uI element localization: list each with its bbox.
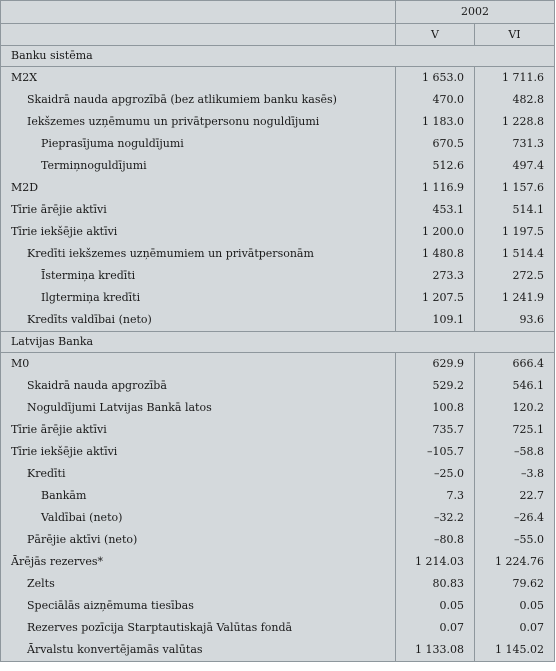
value-vi: 1 157.6 [475, 177, 555, 199]
table-row [1, 617, 555, 639]
table-row [1, 573, 555, 595]
value-vi: 1 241.9 [475, 287, 555, 309]
year-header: 2002 [396, 1, 555, 24]
value-v: 0.07 [396, 617, 475, 639]
header-corner-lower [1, 24, 396, 46]
value-vi: 725.1 [475, 419, 555, 441]
row-label: M0 [11, 357, 30, 370]
table-row [1, 507, 555, 529]
row-label: Tīrie ārējie aktīvi [11, 423, 107, 436]
row-label: Īstermiņa kredīti [41, 269, 136, 282]
value-v: 1 133.08 [396, 639, 475, 662]
value-vi: 1 514.4 [475, 243, 555, 265]
value-vi: 1 228.8 [475, 111, 555, 133]
value-v: –32.2 [396, 507, 475, 529]
row-label: Kredīti [27, 467, 66, 480]
table-row [1, 309, 555, 332]
row-label: Noguldījumi Latvijas Bankā latos [27, 401, 212, 414]
value-vi: –58.8 [475, 441, 555, 463]
value-v: 470.0 [396, 89, 475, 111]
table-row [1, 419, 555, 441]
value-v: 1 200.0 [396, 221, 475, 243]
value-v: 109.1 [396, 309, 475, 332]
value-vi: 482.8 [475, 89, 555, 111]
row-label: Ārējās rezerves* [11, 555, 104, 568]
row-label: Skaidrā nauda apgrozībā (bez atlikumiem banku kasēs) [27, 93, 337, 106]
row-label: M2X [11, 71, 38, 84]
value-vi: 79.62 [475, 573, 555, 595]
value-vi: 497.4 [475, 155, 555, 177]
section-title: Latvijas Banka [1, 332, 555, 353]
value-vi: 666.4 [475, 353, 555, 376]
section-title: Banku sistēma [1, 46, 555, 67]
row-label: Pieprasījuma noguldījumi [41, 137, 184, 150]
section-header-row [1, 332, 555, 353]
value-v: 1 116.9 [396, 177, 475, 199]
value-vi: 0.05 [475, 595, 555, 617]
table-row [1, 375, 555, 397]
value-vi: 1 197.5 [475, 221, 555, 243]
table-body [1, 46, 555, 662]
table-row [1, 463, 555, 485]
table-row [1, 89, 555, 111]
value-v: 512.6 [396, 155, 475, 177]
row-label: Kredīti iekšzemes uzņēmumiem un privātpersonām [27, 247, 314, 260]
section-header-row [1, 46, 555, 67]
row-label: Ārvalstu konvertējamās valūtas [27, 643, 203, 656]
value-vi: 1 711.6 [475, 67, 555, 90]
value-v: 670.5 [396, 133, 475, 155]
row-label: M2D [11, 181, 39, 194]
table-row [1, 177, 555, 199]
row-label: Kredīts valdībai (neto) [27, 313, 152, 326]
header-corner [1, 1, 396, 24]
table-row [1, 221, 555, 243]
value-vi: 1 145.02 [475, 639, 555, 662]
value-vi: –26.4 [475, 507, 555, 529]
value-v: 735.7 [396, 419, 475, 441]
value-vi: 272.5 [475, 265, 555, 287]
row-label: Skaidrā nauda apgrozībā [27, 379, 167, 392]
value-v: –80.8 [396, 529, 475, 551]
row-label: Termiņnoguldījumi [41, 159, 147, 172]
row-label: Iekšzemes uzņēmumu un privātpersonu noguldījumi [27, 115, 320, 128]
table-row [1, 639, 555, 662]
value-v: –25.0 [396, 463, 475, 485]
row-label: Speciālās aizņēmuma tiesības [27, 599, 194, 612]
row-label: Tīrie iekšējie aktīvi [11, 445, 118, 458]
value-v: 529.2 [396, 375, 475, 397]
table-row [1, 353, 555, 376]
value-vi: –55.0 [475, 529, 555, 551]
table-row [1, 133, 555, 155]
table-row [1, 243, 555, 265]
table-row [1, 529, 555, 551]
row-label: Pārējie aktīvi (neto) [27, 533, 138, 546]
value-v: 1 653.0 [396, 67, 475, 90]
row-label: Tīrie iekšējie aktīvi [11, 225, 118, 238]
month-header-vi: VI [475, 24, 555, 46]
value-v: –105.7 [396, 441, 475, 463]
value-vi: 120.2 [475, 397, 555, 419]
value-vi: –3.8 [475, 463, 555, 485]
table-row [1, 485, 555, 507]
value-v: 1 480.8 [396, 243, 475, 265]
row-label: Ilgtermiņa kredīti [41, 291, 141, 304]
value-vi: 22.7 [475, 485, 555, 507]
row-label: Rezerves pozīcija Starptautiskajā Valūtas fondā [27, 621, 293, 634]
table-row [1, 595, 555, 617]
table-row [1, 155, 555, 177]
value-v: 0.05 [396, 595, 475, 617]
value-v: 273.3 [396, 265, 475, 287]
value-v: 453.1 [396, 199, 475, 221]
table-row [1, 551, 555, 573]
value-vi: 731.3 [475, 133, 555, 155]
value-vi: 93.6 [475, 309, 555, 332]
value-vi: 0.07 [475, 617, 555, 639]
value-v: 1 207.5 [396, 287, 475, 309]
table-row [1, 441, 555, 463]
value-v: 80.83 [396, 573, 475, 595]
value-vi: 1 224.76 [475, 551, 555, 573]
row-label: Tīrie ārējie aktīvi [11, 203, 107, 216]
table-row [1, 287, 555, 309]
value-vi: 546.1 [475, 375, 555, 397]
month-header-v: V [396, 24, 475, 46]
value-v: 100.8 [396, 397, 475, 419]
value-vi: 514.1 [475, 199, 555, 221]
value-v: 1 183.0 [396, 111, 475, 133]
row-label: Bankām [41, 489, 87, 502]
table-row [1, 199, 555, 221]
table-row [1, 397, 555, 419]
table-row [1, 111, 555, 133]
row-label: Zelts [27, 577, 55, 590]
value-v: 7.3 [396, 485, 475, 507]
table-row [1, 265, 555, 287]
value-v: 1 214.03 [396, 551, 475, 573]
value-v: 629.9 [396, 353, 475, 376]
table-row [1, 67, 555, 90]
row-label: Valdībai (neto) [41, 511, 123, 524]
